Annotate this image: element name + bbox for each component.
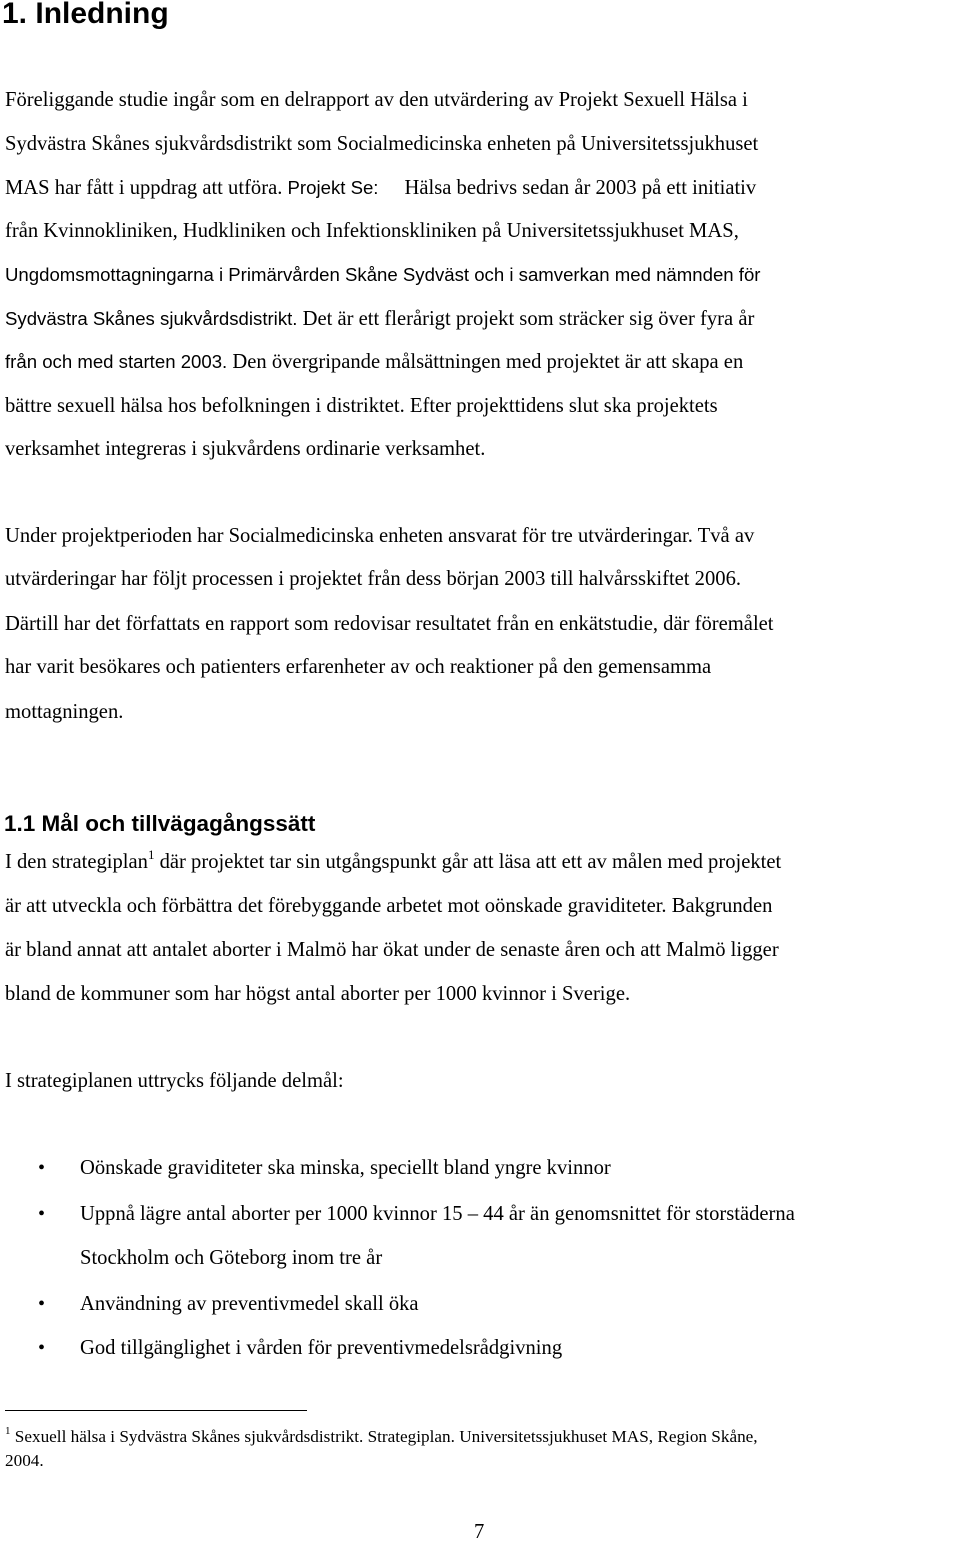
paragraph-line: Sydvästra Skånes sjukvårdsdistrikt som Socialmedicinska enheten på Universitetssjukhuset <box>5 133 759 155</box>
bullet-icon: • <box>38 1203 46 1225</box>
paragraph-text: MAS har fått i uppdrag att utföra. <box>5 177 283 199</box>
paragraph-text: Hälsa bedrivs sedan år 2003 på ett initiativ <box>404 177 757 199</box>
paragraph-text: I den strategiplan <box>5 851 148 873</box>
paragraph-line: Ungdomsmottagningarna i Primärvården Skåne Sydväst och i samverkan med nämnden för <box>5 264 761 285</box>
page-number: 7 <box>474 1521 485 1543</box>
footnote-divider <box>5 1410 307 1411</box>
paragraph-text: där projektet tar sin utgångspunkt går att läsa att ett av målen med projektet <box>154 851 782 873</box>
paragraph-line: är bland annat att antalet aborter i Malmö har ökat under de senaste åren och att Malmö ligger <box>5 939 779 961</box>
paragraph-line <box>5 848 781 878</box>
paragraph-line: verksamhet integreras i sjukvårdens ordinarie verksamhet. <box>5 438 486 460</box>
paragraph-line: utvärderingar har följt processen i projektet från dess början 2003 till halvårsskiftet 2006. <box>5 568 742 590</box>
paragraph-line <box>5 392 718 420</box>
paragraph-line: Därtill har det författats en rapport som redovisar resultatet från en enkätstudie, där föremålet <box>5 613 774 635</box>
list-intro: I strategiplanen uttrycks följande delmål: <box>5 1070 344 1092</box>
paragraph-line: mottagningen. <box>5 701 124 723</box>
footnote <box>5 1425 758 1451</box>
paragraph-text: Sydvästra Skånes sjukvårdsdistrikt. <box>5 308 298 329</box>
list-item: Uppnå lägre antal aborter per 1000 kvinnor 15 – 44 år än genomsnittet för storstäderna <box>80 1203 795 1225</box>
footnote-continuation: 2004. <box>5 1451 44 1470</box>
list-item-continuation: Stockholm och Göteborg inom tre år <box>80 1247 383 1269</box>
chapter-title: 1. Inledning <box>2 0 169 30</box>
bullet-icon: • <box>38 1337 46 1359</box>
paragraph-line <box>5 348 743 376</box>
paragraph-line: är att utveckla och förbättra det förebyggande arbetet mot oönskade graviditeter. Bakgrunden <box>5 895 773 917</box>
list-item: Oönskade graviditeter ska minska, speciellt bland yngre kvinnor <box>80 1157 611 1179</box>
list-item: Användning av preventivmedel skall öka <box>80 1293 419 1315</box>
footnote-text: Sexuell hälsa i Sydvästra Skånes sjukvårdsdistrikt. Strategiplan. Universitetssjukhuset MAS, Region Skåne, <box>10 1427 758 1446</box>
paragraph-text: från och med starten 2003. <box>5 351 228 372</box>
paragraph-line <box>5 305 754 333</box>
paragraph-line: har varit besökares och patienters erfarenheter av och reaktioner på den gemensamma <box>5 656 712 678</box>
footnote-number: 1 <box>5 1425 11 1437</box>
paragraph-text: Projekt Se: <box>287 177 379 198</box>
paragraph-line: från Kvinnokliniken, Hudkliniken och Infektionskliniken på Universitetssjukhuset MAS, <box>5 220 739 242</box>
paragraph-text: Den övergripande målsättningen med projektet är att skapa en <box>227 351 744 373</box>
footnote-reference: 1 <box>147 847 155 862</box>
paragraph-text: bättre sexuell hälsa hos befolkningen i distriktet. <box>5 395 405 417</box>
paragraph-line <box>5 174 756 202</box>
paragraph-line: Föreliggande studie ingår som en delrapport av den utvärdering av Projekt Sexuell Hälsa i <box>5 89 748 111</box>
list-item: God tillgänglighet i vården för preventivmedelsrådgivning <box>80 1337 563 1359</box>
paragraph-line: bland de kommuner som har högst antal aborter per 1000 kvinnor i Sverige. <box>5 983 631 1005</box>
section-title: 1.1 Mål och tillvägagångssätt <box>4 811 316 836</box>
paragraph-text: Efter projekttidens slut ska projektets <box>404 395 718 417</box>
bullet-icon: • <box>38 1157 46 1179</box>
paragraph-text: Det är ett flerårigt projekt som sträcker sig över fyra år <box>297 308 755 330</box>
bullet-icon: • <box>38 1293 46 1315</box>
paragraph-line: Under projektperioden har Socialmedicinska enheten ansvarat för tre utvärderingar. Två av <box>5 525 755 547</box>
